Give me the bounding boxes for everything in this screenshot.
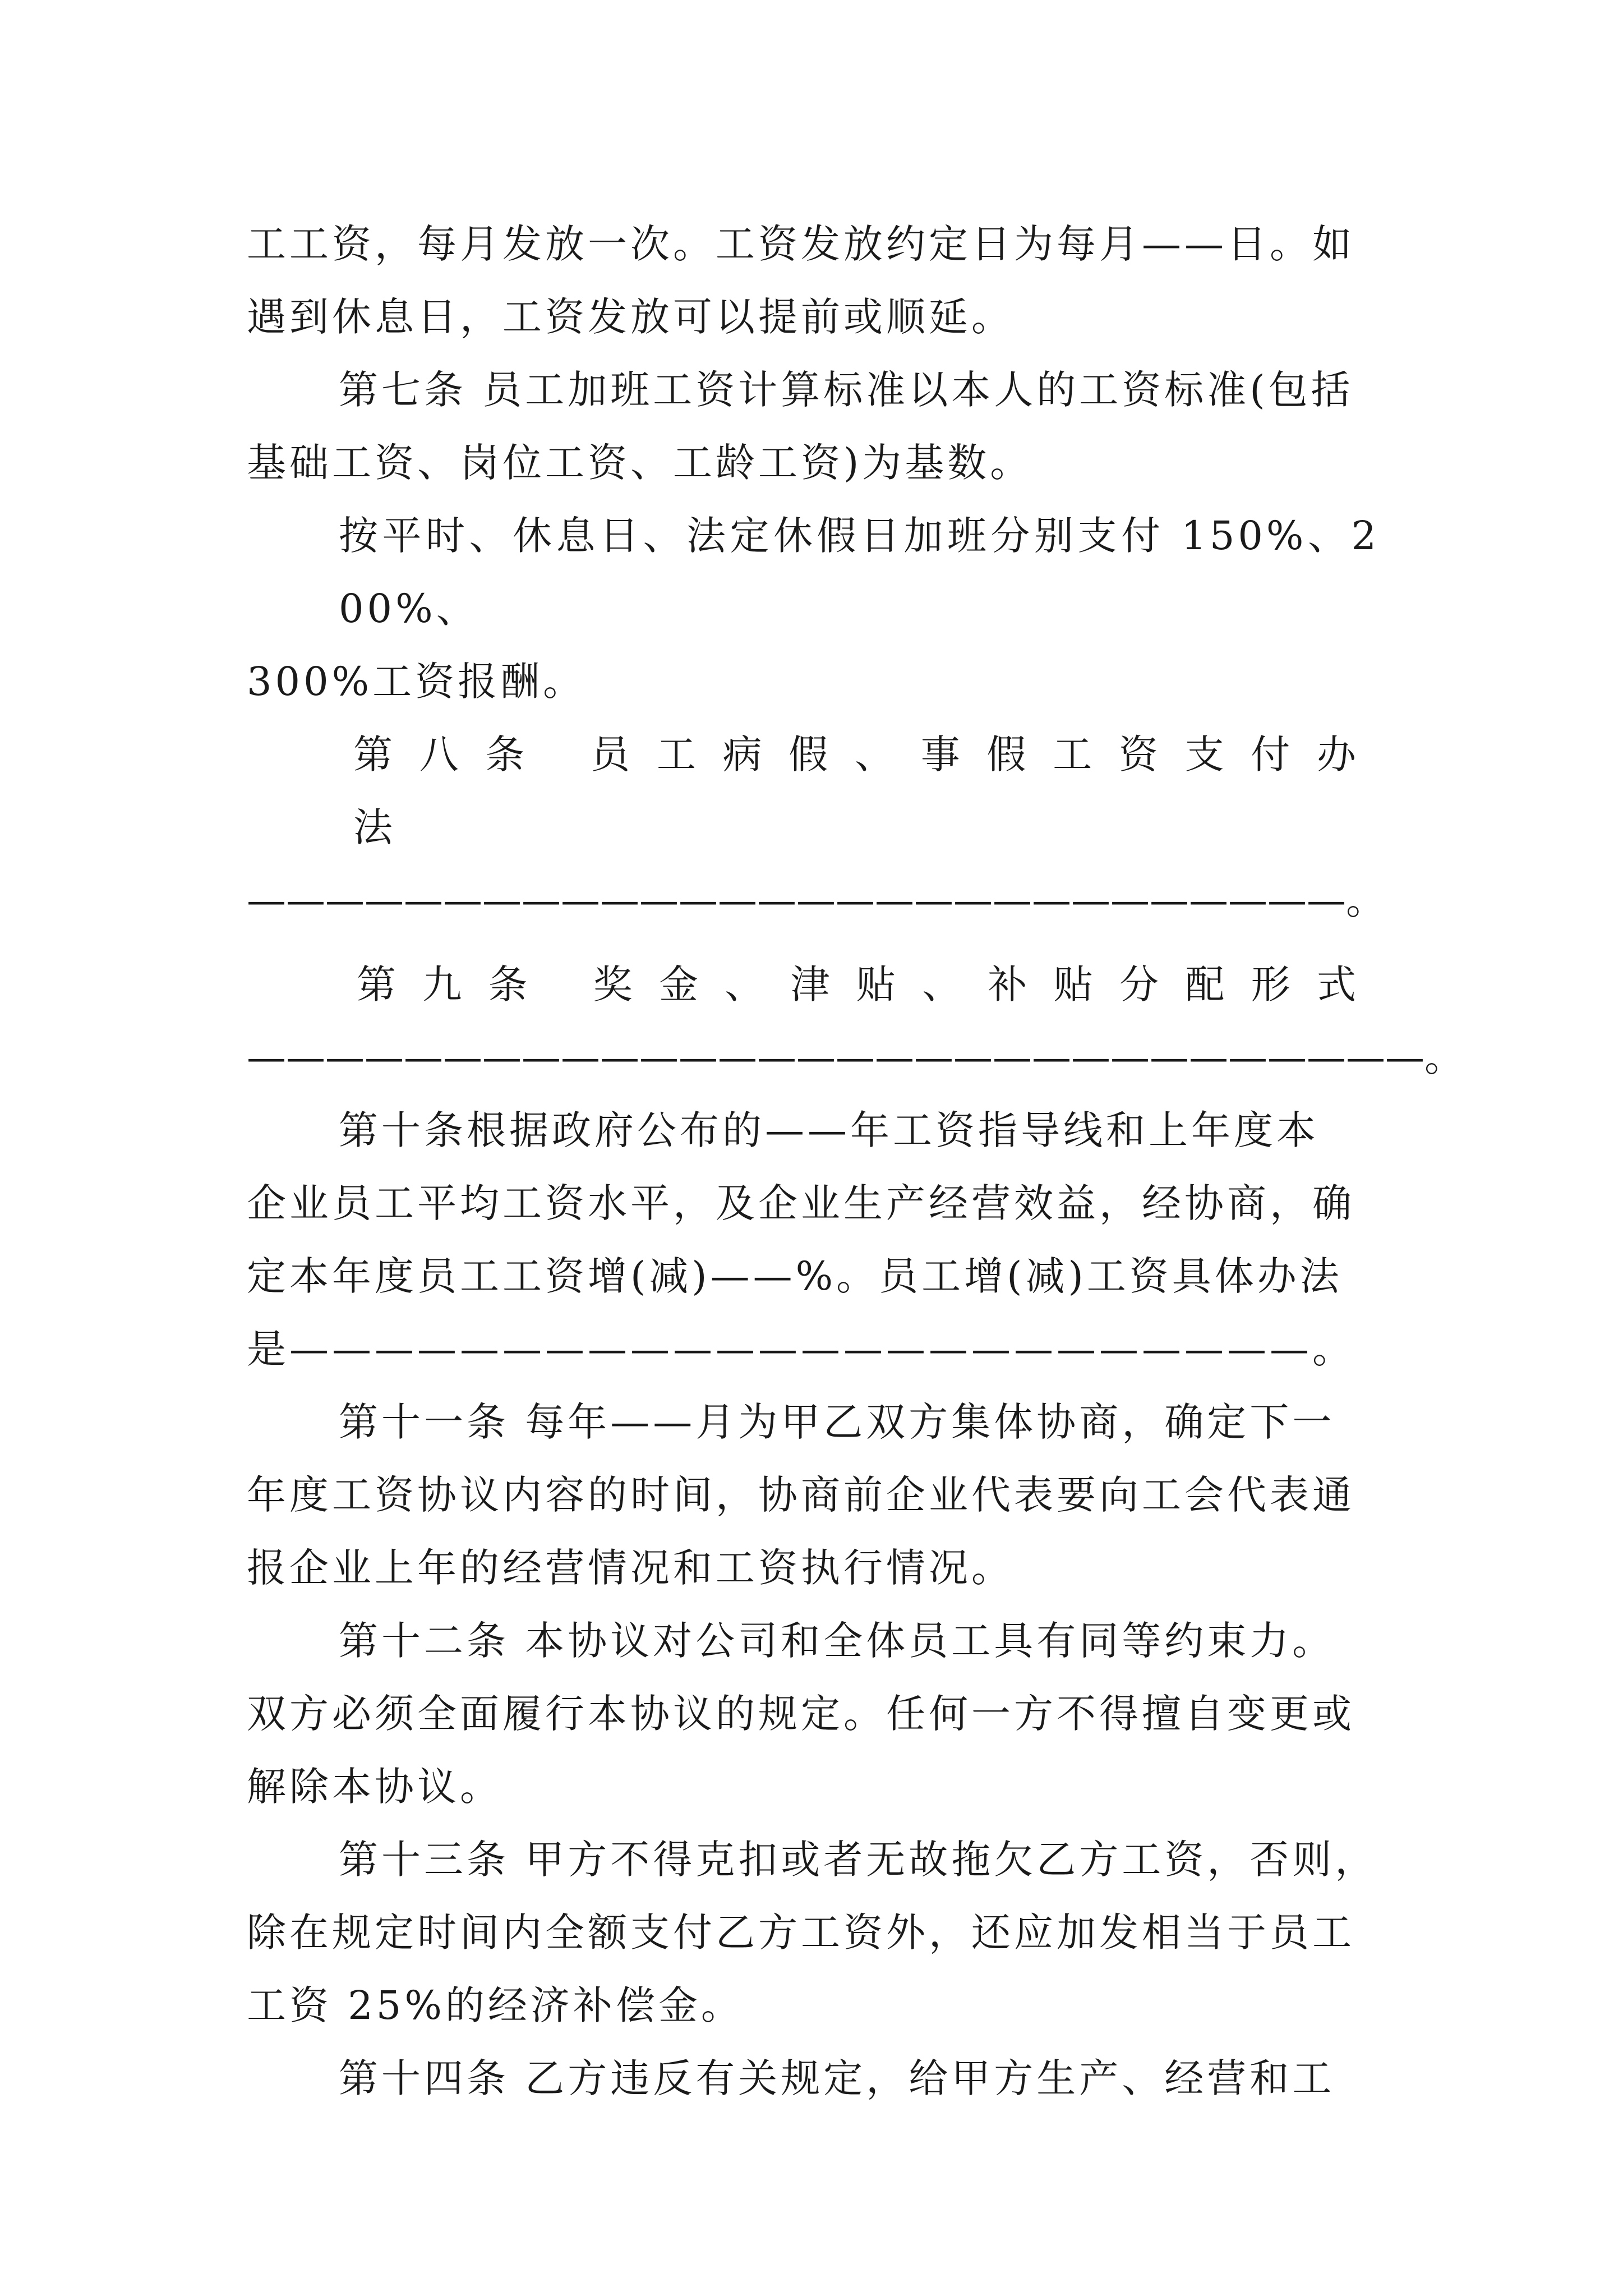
text-line: 300%工资报酬。 (247, 659, 586, 705)
text-line: 报企业上年的经营情况和工资执行情况。 (247, 1545, 1014, 1591)
text-line: 工资 25%的经济补偿金。 (247, 1982, 744, 2028)
text-line: 按平时、休息日、法定休假日加班分别支付 150%、200%、 (339, 513, 1380, 632)
paragraph-article-8 (247, 718, 1385, 937)
text-line: 工工资，每月发放一次。工资发放约定日为每月——日。如 (247, 221, 1355, 267)
text-line: 遇到休息日，工资发放可以提前或顺延。 (247, 294, 1014, 340)
text-line: 第九条 奖金、津贴、补贴分配形式 (357, 961, 1380, 1007)
text-line: 第十一条 每年——月为甲乙双方集体协商，确定下一 (339, 1399, 1335, 1445)
text-line: 第八条 员工病假、事假工资支付办法 (353, 731, 1380, 850)
text-line: 第七条 员工加班工资计算标准以本人的工资标准(包括 (339, 367, 1354, 413)
text-line: 第十四条 乙方违反有关规定，给甲方生产、经营和工 (339, 2055, 1335, 2101)
text-line: 是————————————————————————。 (247, 1326, 1355, 1372)
paragraph-wage-payment-schedule (247, 208, 1380, 353)
paragraph-article-11 (247, 1386, 1380, 1604)
paragraph-article-10 (247, 1094, 1380, 1386)
paragraph-article-14 (247, 2042, 1380, 2115)
paragraph-article-9 (247, 948, 1464, 1094)
text-line: 基础工资、岗位工资、工龄工资)为基数。 (247, 440, 1033, 486)
text-line: 解除本协议。 (247, 1764, 502, 1810)
paragraph-article-12 (247, 1604, 1380, 1823)
paragraph-overtime-rates (247, 499, 1380, 718)
text-line: 年度工资协议内容的时间，协商前企业代表要向工会代表通 (247, 1472, 1355, 1518)
document-body (247, 208, 1464, 2115)
text-line: 第十三条 甲方不得克扣或者无故拖欠乙方工资，否则， (339, 1837, 1378, 1883)
blank-fill-line: ——————————————————————————————。 (247, 1034, 1464, 1080)
paragraph-article-13 (247, 1823, 1380, 2042)
text-line: 定本年度员工工资增(减)——%。员工增(减)工资具体办法 (247, 1253, 1343, 1299)
text-line: 企业员工平均工资水平，及企业生产经营效益，经协商，确 (247, 1180, 1355, 1226)
paragraph-article-7 (247, 353, 1380, 499)
text-line: 双方必须全面履行本协议的规定。任何一方不得擅自变更或 (247, 1691, 1355, 1737)
text-line: 第十二条 本协议对公司和全体员工具有同等约束力。 (339, 1618, 1335, 1664)
blank-fill-line: ————————————————————————————。 (247, 877, 1385, 923)
text-line: 第十条根据政府公布的——年工资指导线和上年度本 (339, 1107, 1319, 1153)
text-line: 除在规定时间内全额支付乙方工资外，还应加发相当于员工 (247, 1910, 1355, 1955)
